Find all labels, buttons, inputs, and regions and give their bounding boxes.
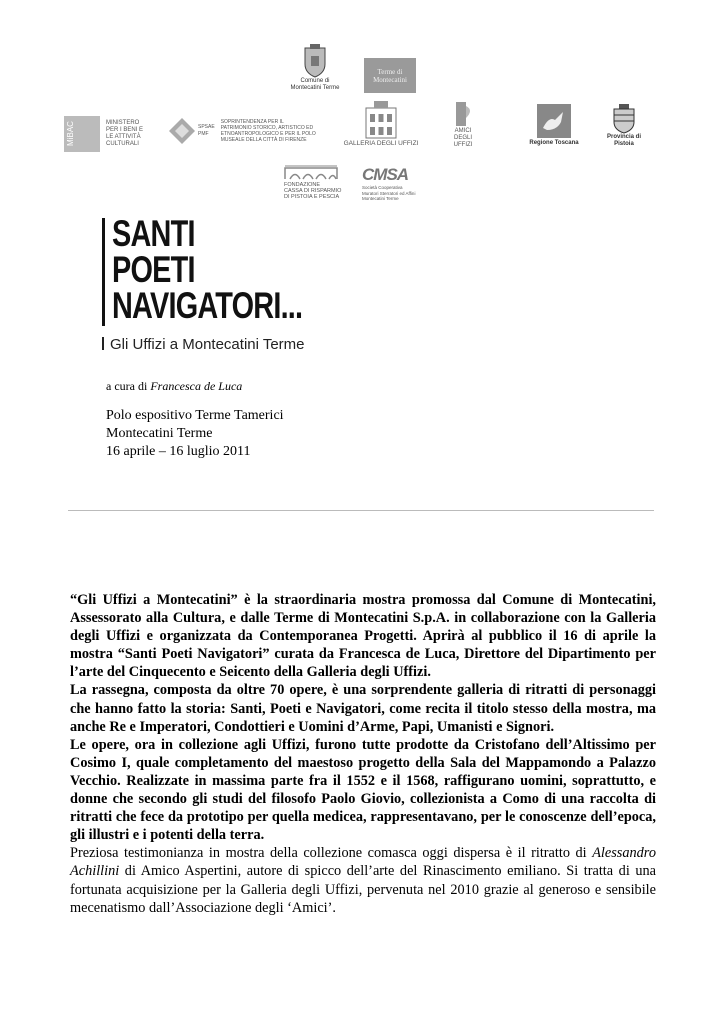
- press-release-body: [70, 591, 656, 917]
- title-bar: [102, 218, 105, 326]
- title-line-poeti: POETI: [112, 249, 195, 290]
- fondazione-logo: FONDAZIONE CASSA DI RISPARMIO DI PISTOIA E PESCIA: [284, 164, 348, 200]
- paragraph-3: Le opere, ora in collezione agli Uffizi, furono tutte prodotte da Cristofano dell’Altissimo per Cosimo I, quale completamento del maestoso progetto della Sala del Mappamondo a Palazzo Vecchio. Realizzate in massima parte fra il 1552 e il 1568, raffigurano uomini, soprattutto, e donne che secondo gli studi del filosofo Paolo Giovio, collezionista a Como di una raccolta di ritratti che fece da prototipo per quella medicea, rappresentavano, per le conoscenze dell’epoca, gli illustri e i potenti della terra.: [70, 736, 656, 844]
- paragraph-2: La rassegna, composta da oltre 70 opere, è una sorprendente galleria di ritratti di personaggi che hanno fatto la storia: Santi, Poeti e Navigatori, come recita il titolo stesso della mostra, ma anche Re e Imperatori, Condottieri e Uomini d’Arme, Papi, Umanisti e Signori.: [70, 682, 656, 735]
- horizontal-divider: [68, 510, 654, 511]
- venue-dates: 16 aprile – 16 luglio 2011: [106, 444, 251, 459]
- regione-toscana-logo: Regione Toscana: [524, 104, 584, 147]
- mibac-logo: MiBAC MINISTERO PER I BENI E LE ATTIVITÀ CULTURALI: [64, 116, 143, 152]
- title-line-santi: SANTI: [112, 213, 195, 254]
- diamond-icon: [168, 117, 196, 145]
- paragraph-1: “Gli Uffizi a Montecatini” è la straordinaria mostra promossa dal Comune di Montecatini, Assessorato alla Cultura, e dalle Terme di Montecatini S.p.A. in collaborazione con la Galleria degli Uffizi e organizzata da Contemporanea Progetti. Aprirà al pubblico il 16 di aprile la mostra “Santi Poeti Navigatori” curata da Francesca de Luca, Direttore del Dipartimento per l’arte del Cinquecento e Seicento della Galleria degli Uffizi.: [70, 592, 656, 681]
- uffizi-building-icon: [364, 100, 398, 140]
- arches-icon: [284, 164, 338, 180]
- coat-of-arms-icon: [302, 44, 328, 78]
- subtitle-bar: [102, 337, 104, 350]
- provincia-shield-icon: [612, 104, 636, 134]
- provincia-pistoia-logo: Provincia di Pistoia: [602, 104, 646, 148]
- pegasus-icon: [537, 104, 571, 138]
- terme-logo: Terme di Montecatini: [364, 58, 416, 93]
- curator-line: a cura di Francesca de Luca: [106, 379, 243, 393]
- soprintendenza-logo: SPSAE PMF SOPRINTENDENZA PER IL PATRIMONIO STORICO, ARTISTICO ED ETNOANTROPOLOGICO E PER IL POLO MUSEALE DELLA CITTÀ DI FIRENZE: [168, 117, 316, 145]
- comune-logo: Comune di Montecatini Terme: [290, 44, 340, 92]
- venue-block: [106, 407, 284, 461]
- cmsa-mark-icon: CMSA: [362, 165, 409, 184]
- title-line-navigatori: NAVIGATORI...: [112, 285, 303, 326]
- amici-mark-icon: [452, 100, 474, 128]
- venue-place: Polo espositivo Terme Tamerici: [106, 408, 284, 423]
- venue-city: Montecatini Terme: [106, 426, 213, 441]
- cmsa-logo: CMSA Società Cooperativa Muratori Sterratori ed Affini Montecatini Terme: [362, 165, 416, 201]
- galleria-uffizi-logo: GALLERIA DEGLI UFFIZI: [338, 100, 424, 147]
- paragraph-4: Preziosa testimonianza in mostra della collezione comasca oggi dispersa è il ritratto di Alessandro Achillini di Amico Aspertini, autore di spicco dell’arte del Rinascimento emiliano. Si tratta di una fortunata acquisizione per la Galleria degli Uffizi, pervenuta nel 2010 grazie al generoso e sensibile mecenatismo dall’Associazione degli ‘Amici’.: [70, 845, 656, 916]
- amici-uffizi-logo: AMICI DEGLI UFFIZI: [446, 100, 480, 149]
- exhibition-subtitle: Gli Uffizi a Montecatini Terme: [102, 336, 305, 353]
- mibac-mark-icon: MiBAC: [64, 116, 100, 152]
